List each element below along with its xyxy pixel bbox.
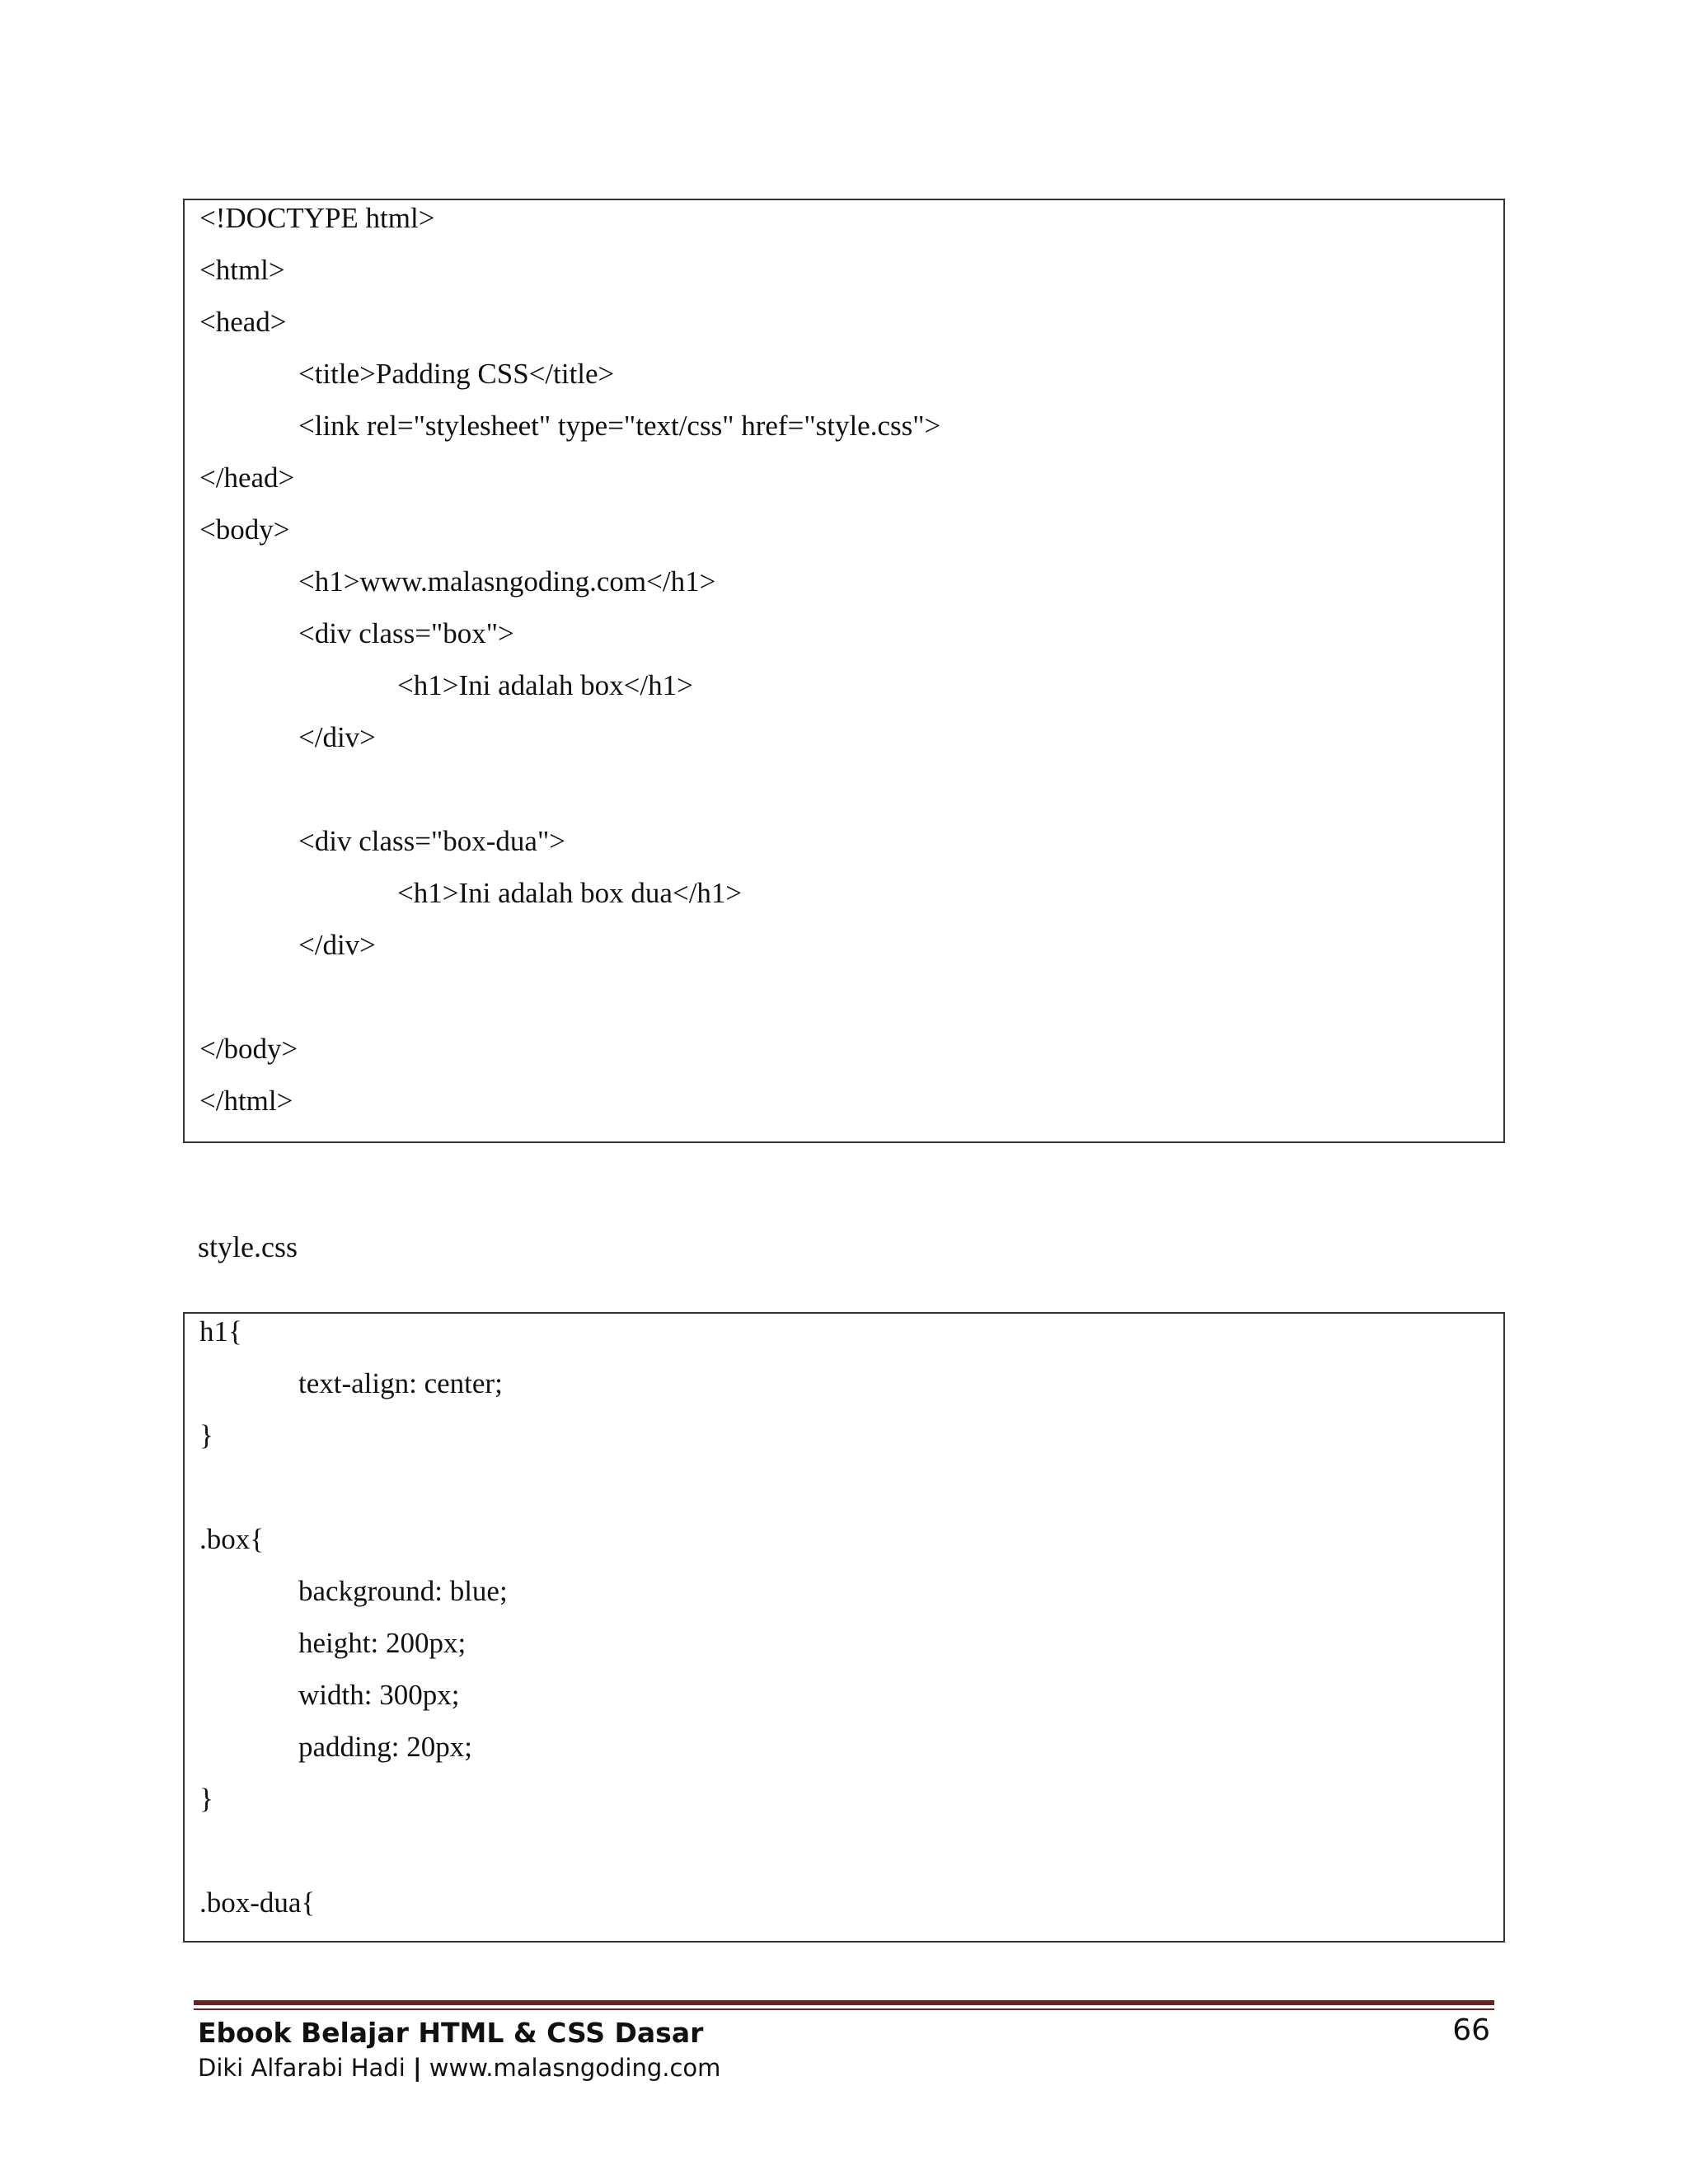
html-code-box bbox=[183, 199, 1505, 1143]
code-line: padding: 20px; bbox=[298, 1731, 472, 1763]
code-line: <h1>Ini adalah box dua</h1> bbox=[397, 877, 743, 909]
code-line: <html> bbox=[199, 254, 285, 286]
code-line: text-align: center; bbox=[298, 1367, 503, 1399]
code-line: </body> bbox=[199, 1033, 298, 1065]
code-line: </head> bbox=[199, 462, 295, 494]
page-number: 66 bbox=[1452, 2013, 1490, 2047]
code-line: <div class="box"> bbox=[298, 617, 514, 649]
code-line: <link rel="stylesheet" type="text/css" href="style.css"> bbox=[298, 410, 941, 442]
code-line: <title>Padding CSS</title> bbox=[298, 358, 615, 390]
code-line: background: blue; bbox=[298, 1575, 508, 1607]
code-line: h1{ bbox=[199, 1315, 242, 1347]
code-line: <head> bbox=[199, 306, 287, 338]
css-file-caption: style.css bbox=[198, 1230, 298, 1263]
css-code-box bbox=[183, 1312, 1505, 1943]
code-line: <h1>www.malasngoding.com</h1> bbox=[298, 565, 716, 598]
code-line: width: 300px; bbox=[298, 1679, 460, 1711]
code-line: } bbox=[199, 1783, 213, 1815]
code-line: <body> bbox=[199, 513, 290, 546]
footer-book-title: Ebook Belajar HTML & CSS Dasar bbox=[198, 2017, 704, 2049]
code-line: .box{ bbox=[199, 1523, 265, 1555]
footer-author: Diki Alfarabi Hadi bbox=[198, 2054, 406, 2082]
footer-website: www.malasngoding.com bbox=[429, 2054, 721, 2082]
footer-rule bbox=[194, 2000, 1494, 2005]
footer-rule-thin bbox=[194, 2008, 1494, 2010]
code-line: </div> bbox=[298, 929, 376, 961]
footer-separator: | bbox=[412, 2054, 422, 2082]
code-line: </html> bbox=[199, 1085, 293, 1117]
code-line: </div> bbox=[298, 721, 376, 753]
code-line: .box-dua{ bbox=[199, 1886, 316, 1919]
code-line: height: 200px; bbox=[298, 1627, 467, 1659]
code-line: <h1>Ini adalah box</h1> bbox=[397, 669, 693, 701]
code-line: <!DOCTYPE html> bbox=[199, 202, 435, 234]
code-line: <div class="box-dua"> bbox=[298, 825, 565, 857]
code-line: } bbox=[199, 1419, 213, 1451]
footer-author-line bbox=[198, 2053, 720, 2083]
